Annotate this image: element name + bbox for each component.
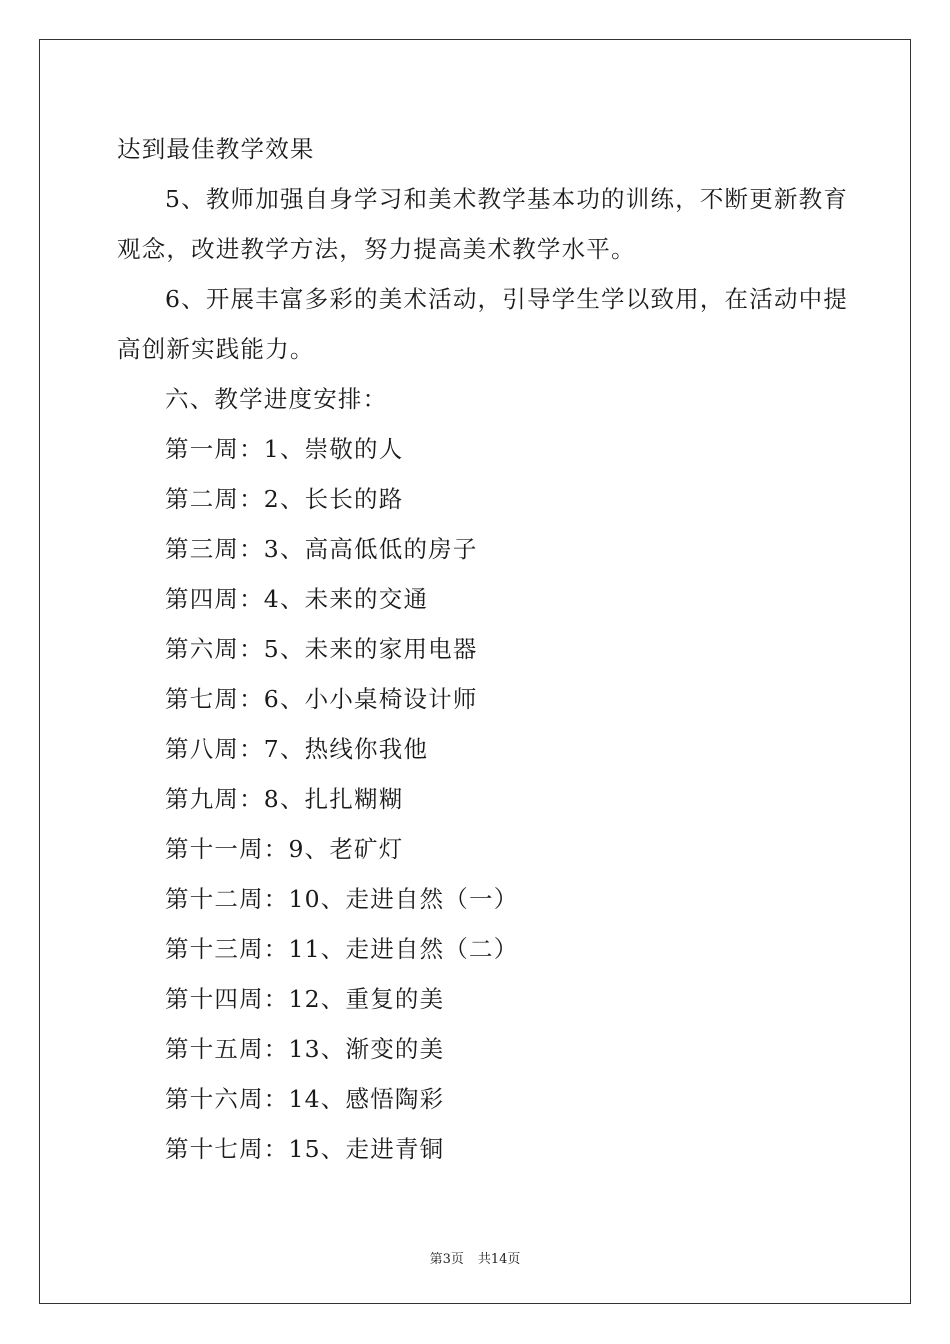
schedule-item: 第十四周：12、重复的美 [165,985,445,1013]
schedule-item: 第十二周：10、走进自然（一） [165,885,519,913]
schedule-item: 第七周：6、小小桌椅设计师 [165,685,478,713]
schedule-item: 第十五周：13、渐变的美 [165,1035,445,1063]
schedule-list [117,424,837,1174]
text-line: 高创新实践能力。 [117,335,315,363]
page-total: 共14页 [477,1252,521,1267]
text-line: 达到最佳教学效果 [117,135,315,163]
schedule-item: 第十六周：14、感悟陶彩 [165,1085,445,1113]
schedule-item: 第十七周：15、走进青铜 [165,1135,445,1163]
schedule-item: 第一周：1、崇敬的人 [165,435,404,463]
text-line: 5、教师加强自身学习和美术教学基本功的训练，不断更新教育 [165,185,849,213]
page-number: 第3页 [429,1252,464,1267]
schedule-item: 第十三周：11、走进自然（二） [165,935,519,963]
schedule-item: 第二周：2、长长的路 [165,485,404,513]
text-line: 6、开展丰富多彩的美术活动，引导学生学以致用，在活动中提 [165,285,849,313]
schedule-item: 第四周：4、未来的交通 [165,585,429,613]
schedule-item: 第九周：8、扎扎糊糊 [165,785,404,813]
schedule-item: 第三周：3、高高低低的房子 [165,535,478,563]
schedule-item: 第十一周：9、老矿灯 [165,835,404,863]
schedule-item: 第六周：5、未来的家用电器 [165,635,478,663]
document-body [117,124,849,1174]
text-line: 观念，改进教学方法，努力提高美术教学水平。 [117,235,636,263]
schedule-item: 第八周：7、热线你我他 [165,735,429,763]
page-footer [0,1248,950,1267]
section-heading: 六、教学进度安排： [165,385,388,413]
